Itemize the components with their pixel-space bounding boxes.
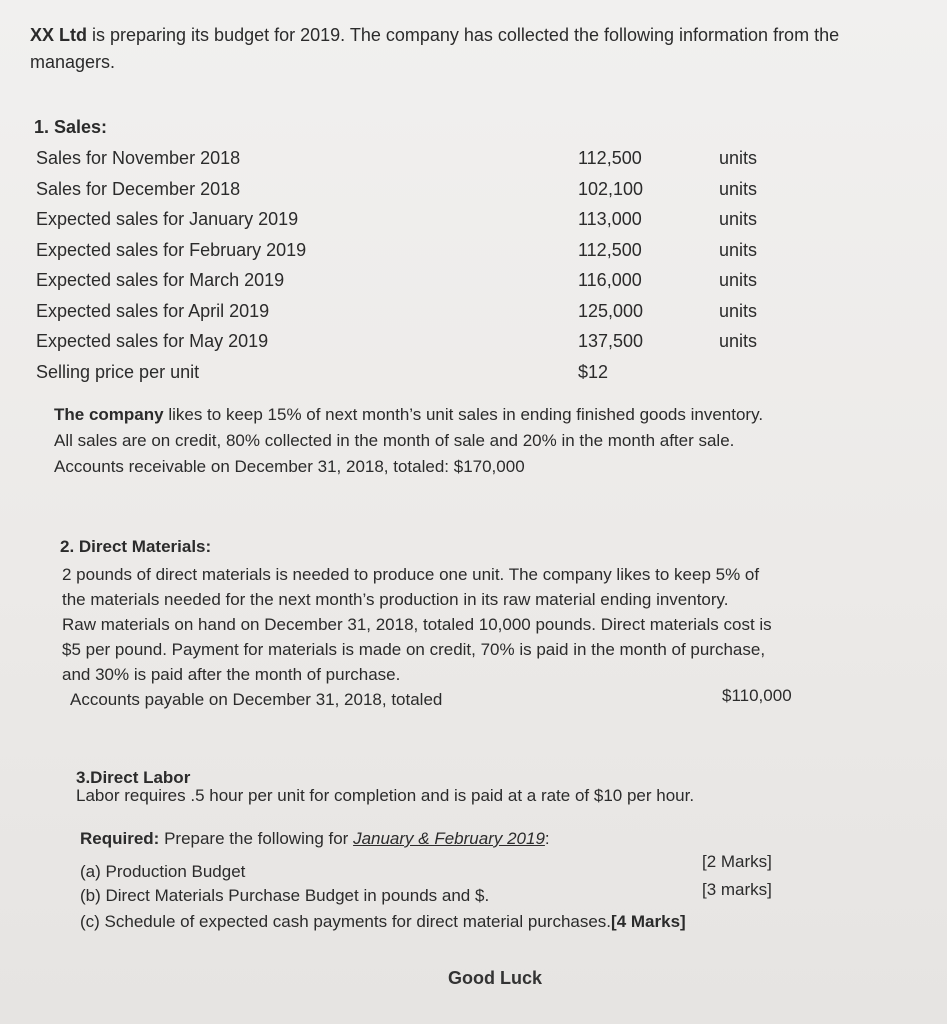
sales-row-value: 137,500 [578, 331, 644, 351]
sales-policy-paragraph [54, 402, 914, 480]
sales-row-label: Expected sales for May 2019 [36, 331, 269, 351]
required-item-a: (a) Production Budget [80, 862, 246, 881]
required-label: Required: [80, 829, 160, 848]
sales-row-unit: units [719, 239, 758, 260]
sales-row [36, 265, 796, 296]
policy-text: likes to keep 15% of next month’s unit sales in ending finished goods inventory. [163, 405, 764, 424]
required-item-b: (b) Direct Materials Purchase Budget in pounds and $. [80, 886, 490, 905]
inventory-policy-line [54, 402, 914, 428]
dm-line: the materials needed for the next month’s production in its raw material ending inventory. [62, 590, 729, 609]
sales-row-unit: units [719, 148, 758, 168]
sales-row-value: 116,000 [578, 270, 642, 290]
dm-line: $5 per pound. Payment for materials is made on credit, 70% is paid in the month of purchase, [62, 640, 766, 659]
sales-row-label: Sales for November 2018 [36, 148, 241, 168]
sales-row [36, 174, 796, 205]
sales-row [36, 296, 796, 327]
sales-row [36, 235, 796, 266]
sales-row-label: Expected sales for April 2019 [36, 300, 270, 321]
sales-row-value: 125,000 [578, 300, 644, 321]
sales-row-unit: units [719, 331, 758, 351]
sales-row-label: Selling price per unit [36, 361, 200, 382]
sales-table [36, 143, 796, 387]
sales-row-value: 112,500 [578, 148, 642, 168]
required-colon: : [544, 829, 550, 848]
credit-policy-line: All sales are on credit, 80% collected in the month of sale and 20% in the month after sale. [54, 431, 735, 450]
company-name: XX Ltd [30, 25, 87, 45]
sales-row-value: 102,100 [578, 178, 644, 199]
intro-text: is preparing its budget for 2019. The company has collected the following information from the managers. [30, 25, 840, 72]
required-heading [80, 826, 550, 852]
required-text: Prepare the following for [159, 829, 354, 848]
accounts-payable-label: Accounts payable on December 31, 2018, totaled [70, 690, 443, 709]
intro-paragraph [30, 22, 910, 76]
sales-row [36, 204, 796, 235]
sales-row [36, 143, 796, 174]
dm-line: 2 pounds of direct materials is needed to produce one unit. The company likes to keep 5% of [62, 565, 760, 584]
direct-materials-paragraph [62, 562, 922, 687]
accounts-receivable-line: Accounts receivable on December 31, 2018, totaled: $170,000 [54, 457, 525, 476]
required-period: January & February 2019 [353, 829, 545, 848]
good-luck-text: Good Luck [448, 968, 542, 988]
sales-row-value: 113,000 [578, 209, 642, 229]
marks-item-c: [4 Marks] [611, 912, 686, 931]
direct-materials-title: 2. Direct Materials: [60, 537, 212, 556]
sales-row-label: Sales for December 2018 [36, 178, 241, 199]
required-item-c [80, 912, 686, 932]
policy-bold-text: The company [54, 405, 164, 424]
sales-row-label: Expected sales for January 2019 [36, 209, 299, 229]
sales-row-label: Expected sales for March 2019 [36, 270, 285, 290]
sales-row-label: Expected sales for February 2019 [36, 239, 307, 260]
dm-line: Raw materials on hand on December 31, 2018, totaled 10,000 pounds. Direct materials cost is [62, 615, 772, 634]
sales-row-value: $12 [578, 361, 609, 382]
dm-line: and 30% is paid after the month of purchase. [62, 665, 401, 684]
sales-row-unit: units [719, 178, 758, 199]
sales-row-unit: units [719, 270, 758, 290]
marks-item-a: [2 Marks] [702, 852, 772, 871]
sales-row-unit: units [719, 209, 758, 229]
marks-item-b: [3 marks] [702, 880, 772, 899]
required-item-c-text: (c) Schedule of expected cash payments for direct material purchases. [80, 912, 612, 931]
sales-row [36, 326, 796, 357]
sales-row-unit: units [719, 300, 758, 321]
sales-row [36, 357, 796, 388]
sales-row-value: 112,500 [578, 239, 642, 260]
sales-section-title: 1. Sales: [34, 117, 108, 137]
accounts-payable-value: $110,000 [722, 686, 792, 705]
direct-labor-text: Labor requires .5 hour per unit for completion and is paid at a rate of $10 per hour. [76, 786, 695, 805]
direct-labor-title: 3.Direct Labor [76, 768, 191, 787]
